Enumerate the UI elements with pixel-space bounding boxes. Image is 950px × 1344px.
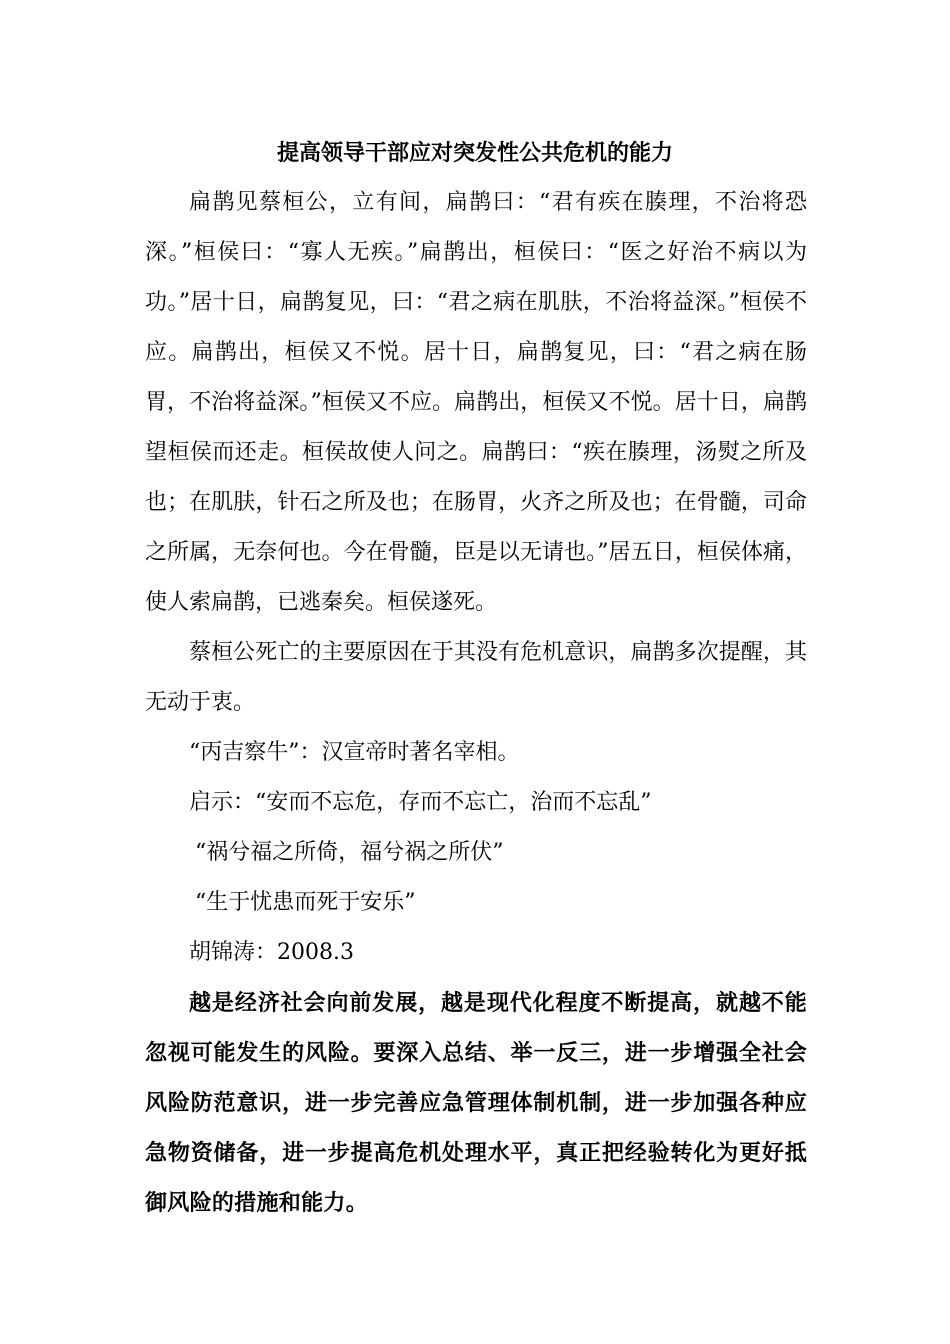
document-body <box>145 178 807 1228</box>
paragraph-quote-1: “祸兮福之所倚，福兮祸之所伏” <box>195 840 504 865</box>
paragraph-conclusion: 越是经济社会向前发展，越是现代化程度不断提高，就越不能忽视可能发生的风险。要深入总结、举一反三，进一步增强全社会风险防范意识，进一步完善应急管理体制机制，进一步加强各种应急物资储备，进一步提高危机处理水平，真正把经验转化为更好抵御风险的措施和能力。 <box>145 990 807 1216</box>
document-title: 提高领导干部应对突发性公共危机的能力 <box>276 140 673 166</box>
paragraph-quote-2: “生于忧患而死于安乐” <box>195 890 416 915</box>
paragraph-analysis: 蔡桓公死亡的主要原因在于其没有危机意识，扁鹊多次提醒，其无动于衷。 <box>145 640 807 715</box>
paragraph-hu: 胡锦涛：2008.3 <box>189 940 354 965</box>
paragraph-bingji: “丙吉察牛”：汉宣帝时著名宰相。 <box>189 740 520 765</box>
paragraph-story: 扁鹊见蔡桓公，立有间，扁鹊曰：“君有疾在腠理，不治将恐深。”桓侯曰：“寡人无疾。”扁鹊出，桓侯曰：“医之好治不病以为功。”居十日，扁鹊复见，曰：“君之病在肌肤，不治将益深。”桓侯不应。扁鹊出，桓侯又不悦。居十日，扁鹊复见，曰：“君之病在肠胃，不治将益深。”桓侯又不应。扁鹊出，桓侯又不悦。居十日，扁鹊望桓侯而还走。桓侯故使人问之。扁鹊曰：“疾在腠理，汤熨之所及也；在肌肤，针石之所及也；在肠胃，火齐之所及也；在骨髓，司命之所属，无奈何也。今在骨髓，臣是以无请也。”居五日，桓侯体痛，使人索扁鹊，已逃秦矣。桓侯遂死。 <box>145 190 807 615</box>
paragraph-enlightenment: 启示：“安而不忘危，存而不忘亡，治而不忘乱” <box>189 790 652 815</box>
